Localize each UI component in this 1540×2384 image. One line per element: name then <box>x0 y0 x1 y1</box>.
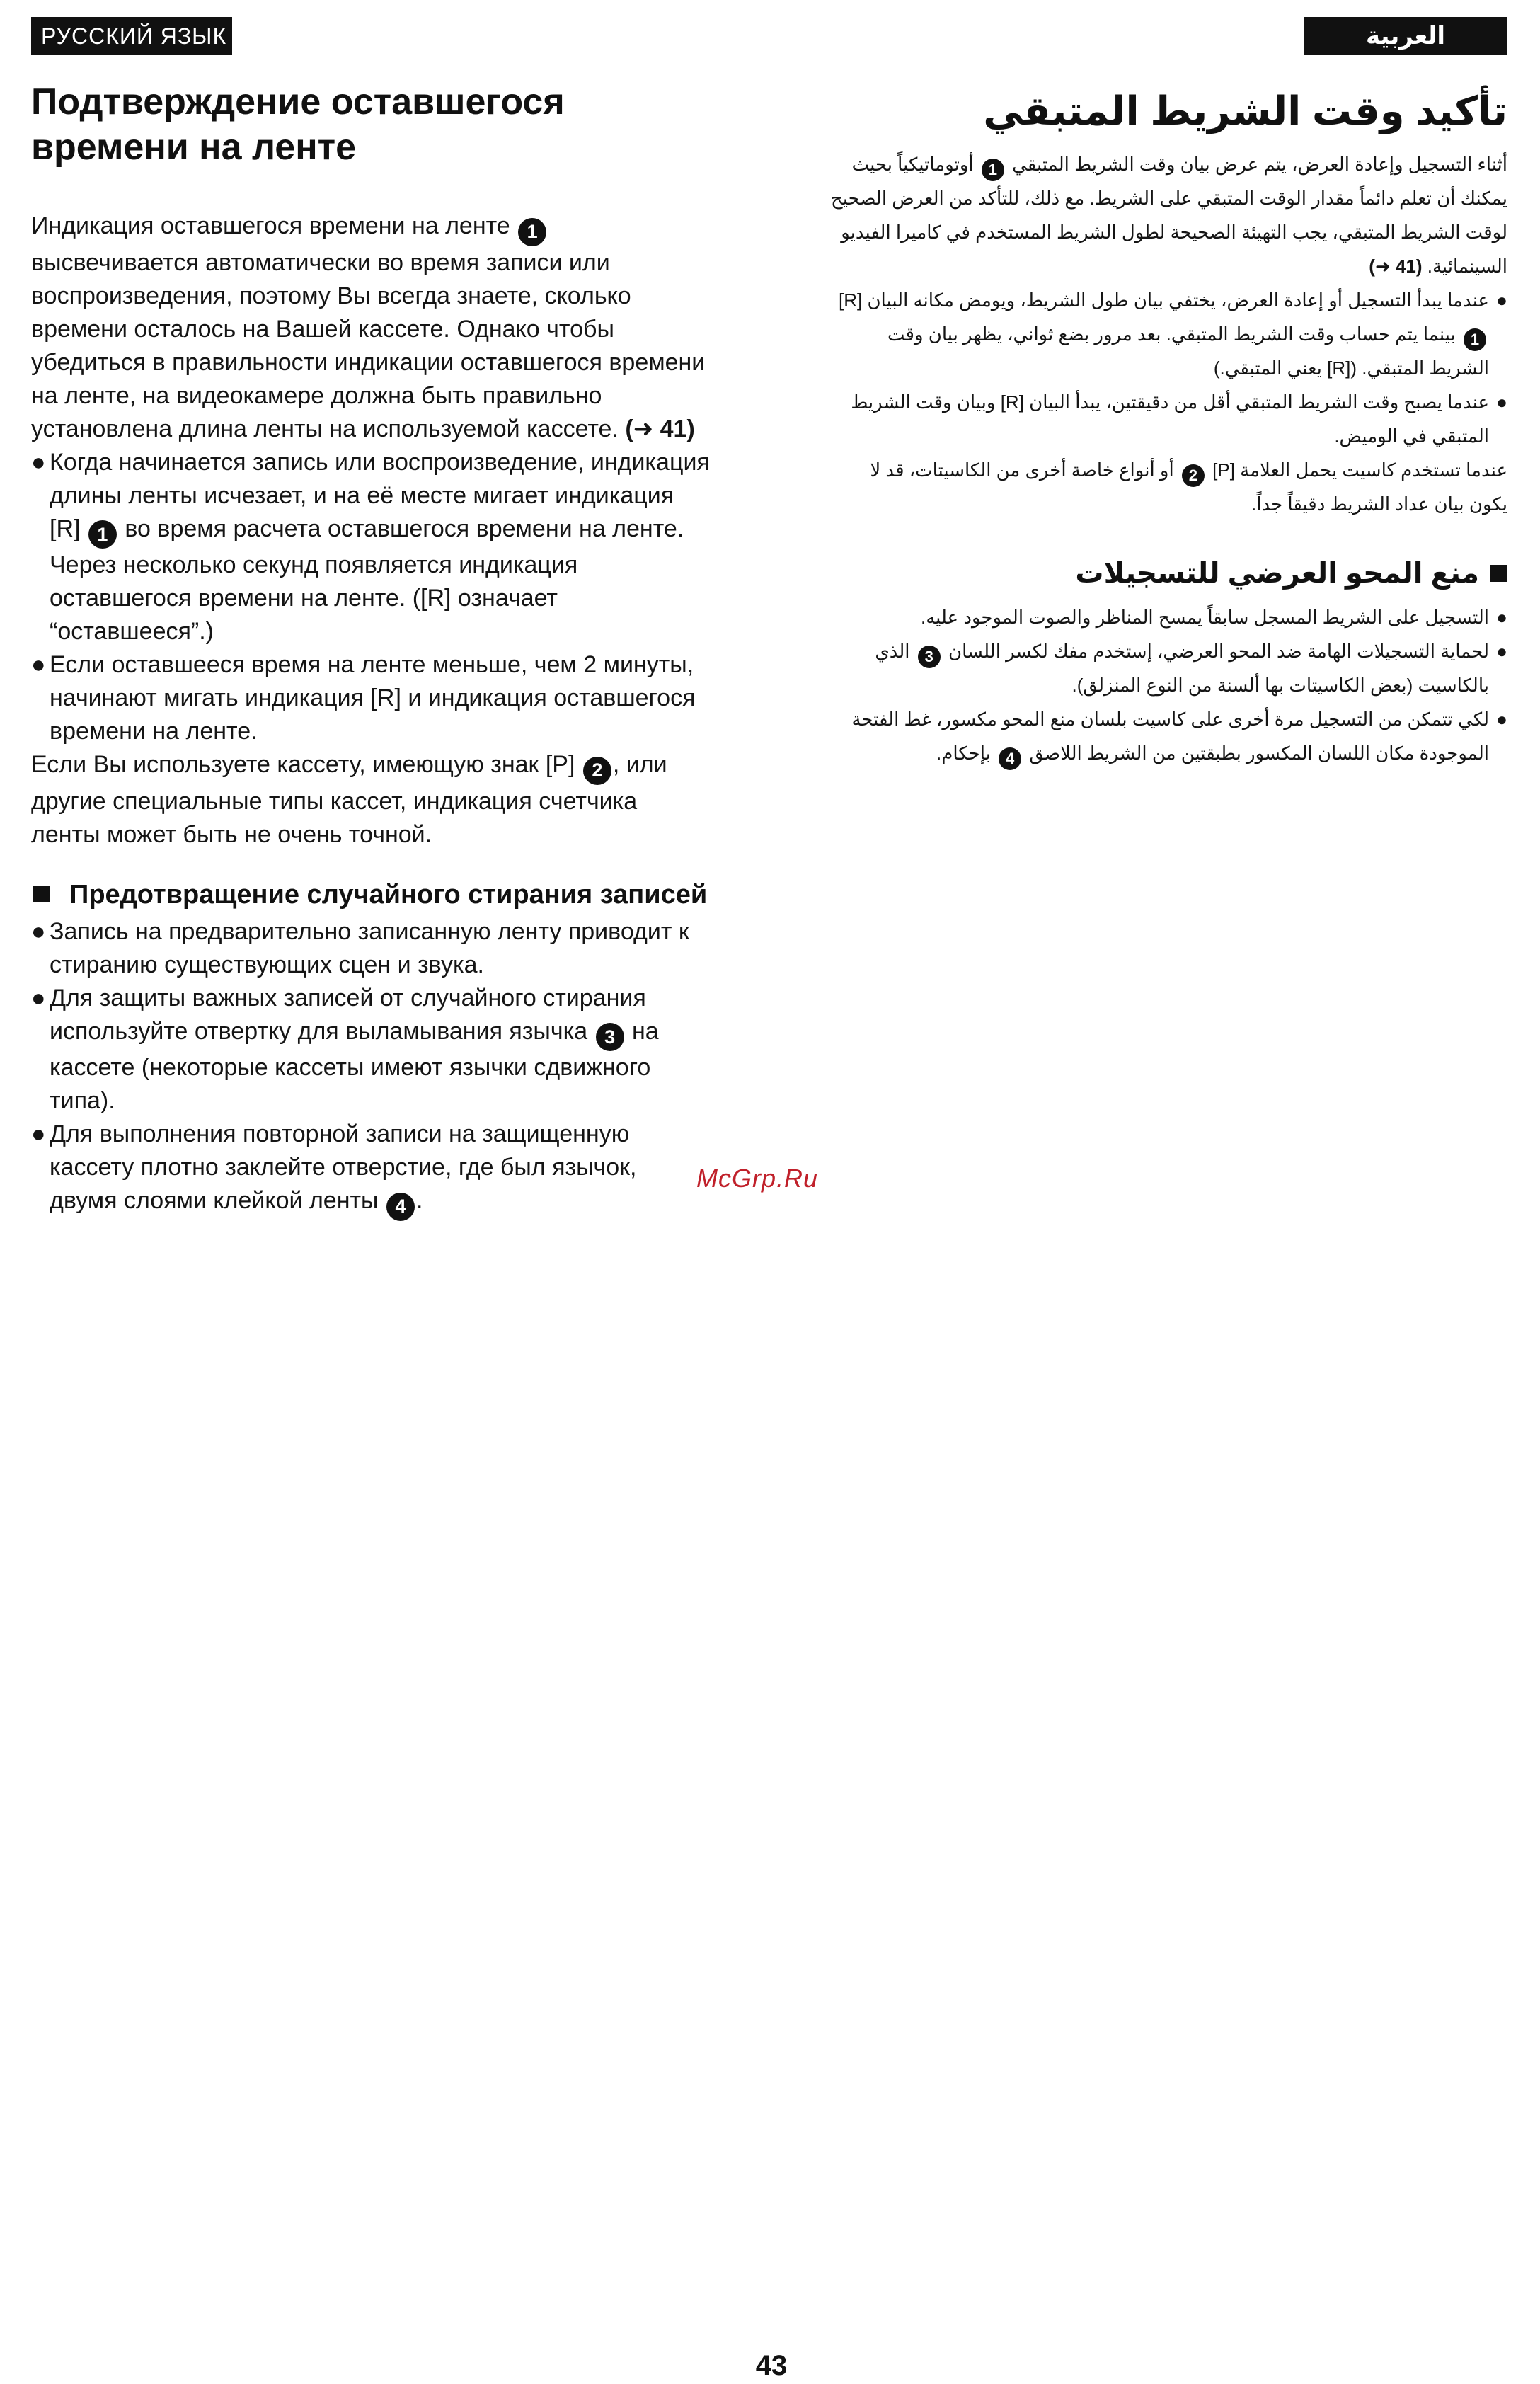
bullet-icon: ● <box>1496 391 1507 413</box>
bullet-icon: ● <box>31 917 46 945</box>
sub-bullet2-text-b: на кассете (некоторые кассеты имеют язычки сдвижного типа). <box>50 1017 659 1114</box>
bullet2-text: Если оставшееся время на ленте меньше, чем 2 минуты, начинают мигать индикация [R] и индикация оставшегося времени на ленте. <box>50 651 696 745</box>
bullet-icon: ● <box>31 1121 46 1147</box>
bullet1-text-a: Когда начинается запись или воспроизведение, индикация длины ленты исчезает, и на её месте мигает индикация [R] <box>50 448 710 542</box>
page-reference: (➜ 41) <box>625 415 695 442</box>
arabic-column <box>828 79 1507 770</box>
marker-3-icon: 3 <box>918 646 941 668</box>
square-bullet-icon <box>33 886 50 902</box>
sub-bullet3-text-a: لكي تتمكن من التسجيل مرة أخرى على كاسيت بلسان منع المحو مكسور، غط الفتحة الموجودة مكان اللسان المكسور بطبقتين من الشريط اللاصق <box>851 709 1489 764</box>
bullet-icon: ● <box>31 448 46 476</box>
marker-1-icon: 1 <box>518 218 546 246</box>
page-title-arabic: تأكيد وقت الشريط المتبقي <box>983 88 1507 133</box>
marker-1-icon: 1 <box>1464 328 1486 351</box>
list-item <box>31 446 711 649</box>
sub-bullet2-text-a: Для защиты важных записей от случайного стирания используйте отвертку для выламывания язычка <box>50 984 646 1045</box>
page-reference: (➜ 41) <box>1369 256 1423 277</box>
sub-bullet3-text-a: Для выполнения повторной записи на защищенную кассету плотно заклейте отверстие, где был язычок, двумя слоями клейкой ленты <box>50 1121 637 1214</box>
bullet1-text-b: во время расчета оставшегося времени на ленте. Через несколько секунд появляется индикация оставшегося времени на ленте. ([R] означает “оставшееся”.) <box>50 515 684 645</box>
list-item <box>828 600 1507 634</box>
list-item <box>31 648 711 748</box>
intro-paragraph <box>31 210 711 446</box>
sub-bullet3-text-b: بإحكام. <box>936 743 991 764</box>
sub-bullet1-text: التسجيل على الشريط المسجل سابقاً يمسح المناظر والصوت الموجود عليه. <box>921 607 1489 628</box>
sub-bullet2-text-b: الذي بالكاسيت (بعض الكاسيتات بها ألسنة من النوع المنزلق). <box>875 641 1489 696</box>
list-item <box>31 915 711 982</box>
marker-3-icon: 3 <box>596 1023 624 1051</box>
bullet-icon: ● <box>1496 709 1507 730</box>
list-item <box>31 982 711 1118</box>
list-item <box>828 702 1507 770</box>
intro-text-a: أثناء التسجيل وإعادة العرض، يتم عرض بيان وقت الشريط المتبقي <box>1012 154 1507 175</box>
intro-text-b: أوتوماتيكياً بحيث يمكنك أن تعلم دائماً مقدار الوقت المتبقي على الشريط. مع ذلك، للتأكد من العرض الصحيح لوقت الشريط المتبقي، يجب التهيئة الصحيحة لطول الشريط المستخدم في كاميرا الفيديو السينمائية. <box>830 154 1507 277</box>
marker-4-icon: 4 <box>386 1193 415 1221</box>
note-paragraph-arabic <box>828 453 1507 521</box>
bullet-icon: ● <box>1496 290 1507 311</box>
sub-bullet1-text: Запись на предварительно записанную ленту приводит к стиранию существующих сцен и звука. <box>50 917 689 978</box>
bullet1-text-b: بينما يتم حساب وقت الشريط المتبقي. بعد مرور بضع ثواني، يظهر بيان وقت الشريط المتبقي. ([R] يعني المتبقي.) <box>887 323 1489 379</box>
marker-2-icon: 2 <box>583 757 611 785</box>
russian-column <box>31 79 711 1221</box>
language-tag-arabic: العربية <box>1304 17 1507 55</box>
bullet-icon: ● <box>31 651 46 678</box>
page-number: 43 <box>755 2350 788 2381</box>
marker-2-icon: 2 <box>1182 464 1205 487</box>
intro-text-b: высвечивается автоматически во время записи или воспроизведения, поэтому Вы всегда знаете, сколько времени осталось на Вашей кассете. Однако чтобы убедиться в правильности индикации оставшегося времени на ленте, на видеокамере должна быть правильно установлена длина ленты на используемой кассете. <box>31 248 706 442</box>
section-heading-russian: Предотвращение случайного стирания записей <box>31 877 711 912</box>
square-bullet-icon <box>1490 565 1507 582</box>
list-item <box>828 283 1507 385</box>
note-text-b: أو أنواع خاصة أخرى من الكاسيتات، قد لا يكون بيان عداد الشريط دقيقاً جداً. <box>870 459 1507 515</box>
bullet2-text: عندما يصبح وقت الشريط المتبقي أقل من دقيقتين، يبدأ البيان [R] وبيان وقت الشريط المتبقي في الوميض. <box>851 391 1489 447</box>
marker-4-icon: 4 <box>999 747 1021 770</box>
page-title-russian: Подтверждение оставшегося времени на ленте <box>31 81 565 168</box>
bullet-icon: ● <box>31 984 46 1012</box>
section-heading-arabic: منع المحو العرضي للتسجيلات <box>828 552 1507 595</box>
bullet1-text-a: عندما يبدأ التسجيل أو إعادة العرض، يختفي بيان طول الشريط، ويومض مكانه البيان [R] <box>839 290 1489 311</box>
language-tag-russian: РУССКИЙ ЯЗЫК <box>31 17 232 55</box>
intro-text-a: Индикация оставшегося времени на ленте <box>31 212 510 239</box>
sub-bullet2-text-a: لحماية التسجيلات الهامة ضد المحو العرضي، إستخدم مفك لكسر اللسان <box>948 641 1489 662</box>
marker-1-icon: 1 <box>88 520 117 549</box>
sub-bullet3-text-b: . <box>415 1187 423 1214</box>
list-item <box>31 1118 711 1221</box>
watermark-link[interactable]: McGrp.Ru <box>696 1164 819 1193</box>
bullet-icon: ● <box>1496 607 1507 628</box>
marker-1-icon: 1 <box>982 159 1004 181</box>
note-text-b: , или другие специальные типы кассет, индикация счетчика ленты может быть не очень точной. <box>31 751 667 848</box>
note-text-a: عندما تستخدم كاسيت يحمل العلامة [P] <box>1212 459 1507 481</box>
note-text-a: Если Вы используете кассету, имеющую знак [P] <box>31 751 575 778</box>
list-item <box>828 385 1507 453</box>
list-item <box>828 634 1507 702</box>
note-paragraph <box>31 748 711 852</box>
bullet-icon: ● <box>1496 641 1507 662</box>
intro-paragraph-arabic <box>828 147 1507 283</box>
